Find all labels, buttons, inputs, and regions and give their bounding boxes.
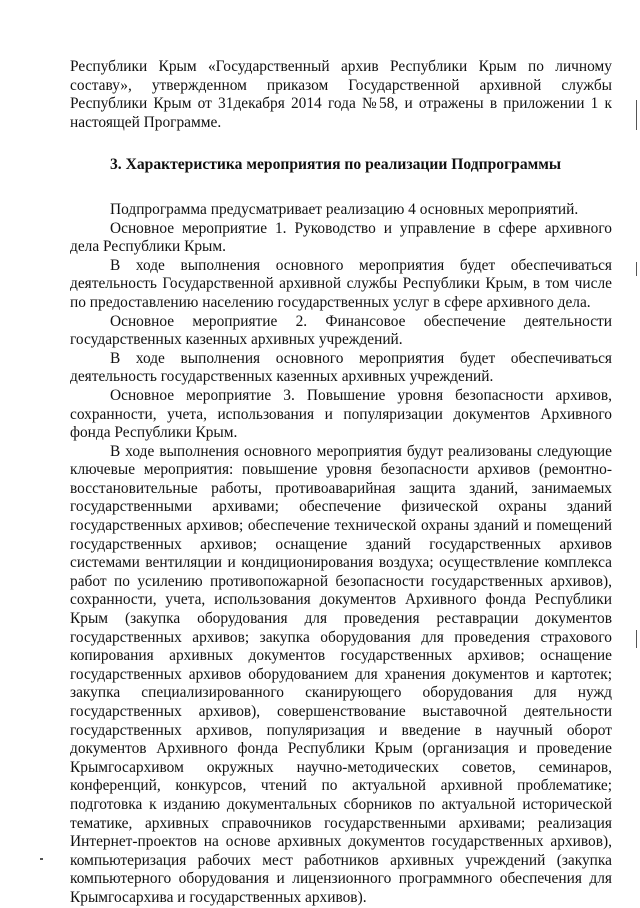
paragraph-continuation: Республики Крым «Государственный архив Республики Крым по личному составу», утвержденном приказом Государственной архивной службы Республики Крым от 31декабря 2014 года №58, и отражены в приложении 1 к настоящей Программе. (70, 58, 612, 131)
paragraph-subprogram-intro: Подпрограмма предусматривает реализацию 4 основных мероприятий. (110, 200, 579, 218)
paragraph-measure-2-details: В ходе выполнения основного мероприятия будет обеспечиваться деятельность государственных казенных архивных учреждений. (70, 349, 612, 386)
scan-mark-lower (636, 630, 637, 648)
paragraph-measure-2: Основное мероприятие 2. Финансовое обеспечение деятельности государственных казенных архивных учреждений. (70, 312, 612, 349)
paragraph-measure-1: Основное мероприятие 1. Руководство и управление в сфере архивного дела Республики Крым. (70, 219, 612, 256)
paragraph-measure-1-details: В ходе выполнения основного мероприятия будет обеспечиваться деятельность Государственной архивной службы Республики Крым, в том числе по предоставлению населению государственных услуг в сфере архивного дела. (70, 256, 612, 311)
paragraph-measure-3: Основное мероприятие 3. Повышение уровня безопасности архивов, сохранности, учета, использования и популяризации документов Архивного фонда Республики Крым. (70, 386, 612, 442)
section-heading: 3. Характеристика мероприятия по реализации Подпрограммы (110, 156, 562, 174)
scan-mark-middle (636, 262, 637, 276)
document-body (70, 58, 612, 908)
paragraph-measure-3-details: В ходе выполнения основного мероприятия будут реализованы следующие ключевые мероприятия: повышение уровня безопасности архивов (ремонтно-восстановительные работы, противоаварийная защита зданий, занимаемых государственными архивами; обеспечение физической охраны зданий государственных архивов; обеспечение технической охраны зданий и помещений государственных архивов; оснащение зданий государственных архивов системами вентиляции и кондиционирования воздуха; осуществление комплекса работ по усилению противопожарной безопасности государственных архивов), сохранности, учета, использования документов Архивного фонда Республики Крым (закупка оборудования для проведения реставрации документов государственных архивов; закупка оборудования для проведения страхового копирования архивных документов государственных архивов; оснащение государственных архивов оборудованием для хранения документов и картотек; закупка специализированного сканирующего оборудования для нужд государственных архивов), совершенствование выставочной деятельности государственных архивов, популяризация и введение в научный оборот документов Архивного фонда Республики Крым (организация и проведение Крымгосархивом окружных научно-методических советов, семинаров, конференций, конкурсов, чтений по актуальной архивной проблематике; подготовка к изданию документальных сборников по актуальной исторической тематике, архивных справочников государственными архивами; реализация Интернет-проектов на основе архивных документов государственных архивов), компьютеризация рабочих мест работников архивных учреждений (закупка компьютерного оборудования и лицензионного программного обеспечения для Крымгосархива и государственных архивов). (70, 442, 612, 906)
scan-mark-top (636, 100, 637, 130)
scan-mark-bottom-left (40, 858, 43, 860)
